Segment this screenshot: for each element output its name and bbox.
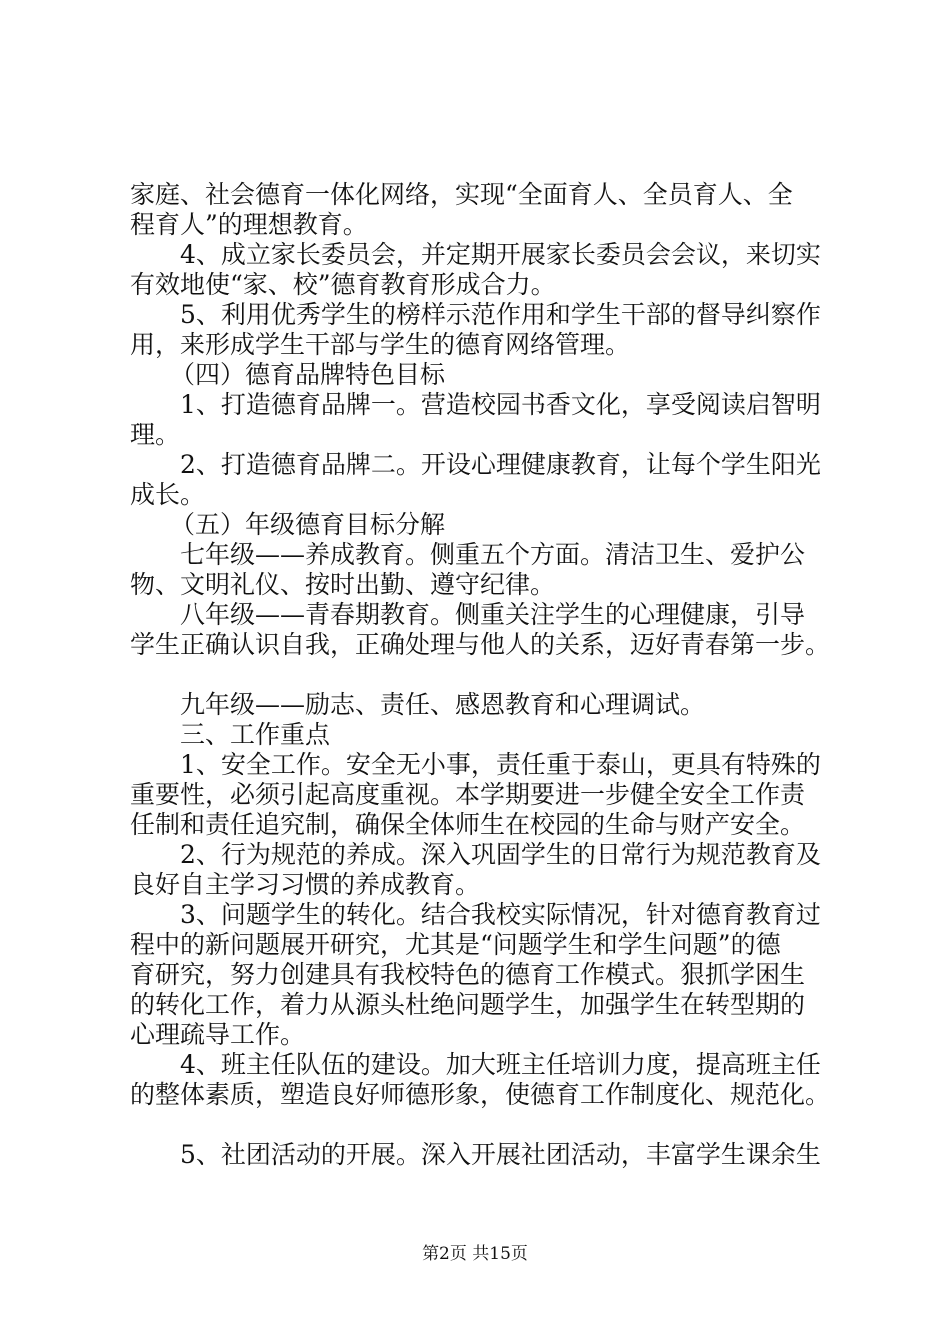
text-line: 成长。 <box>130 480 206 509</box>
text-line: 2、行为规范的养成。深入巩固学生的日常行为规范教育及 <box>180 840 821 869</box>
text-line: 学生正确认识自我，正确处理与他人的关系，迈好青春第一步。 <box>130 630 831 659</box>
text-line: 物、文明礼仪、按时出勤、遵守纪律。 <box>130 570 556 599</box>
text-line: 七年级——养成教育。侧重五个方面。清洁卫生、爱护公 <box>180 540 806 569</box>
text-line: 4、成立家长委员会，并定期开展家长委员会会议，来切实 <box>180 240 821 269</box>
text-line: 4、班主任队伍的建设。加大班主任培训力度，提高班主任 <box>180 1050 821 1079</box>
text-line: 3、问题学生的转化。结合我校实际情况，针对德育教育过 <box>180 900 821 929</box>
page-number-footer: 第2页 共15页 <box>422 1244 528 1264</box>
text-line: 5、利用优秀学生的榜样示范作用和学生干部的督导纠察作 <box>180 300 821 329</box>
text-line: 八年级——青春期教育。侧重关注学生的心理健康，引导 <box>180 600 806 629</box>
text-line: 程育人”的理想教育。 <box>130 210 368 239</box>
text-line: 程中的新问题展开研究，尤其是“问题学生和学生问题”的德 <box>130 930 781 959</box>
text-line: 1、打造德育品牌一。营造校园书香文化，享受阅读启智明 <box>180 390 821 419</box>
section-heading: （五）年级德育目标分解 <box>170 510 446 539</box>
text-line: 的整体素质，塑造良好师德形象，使德育工作制度化、规范化。 <box>130 1080 831 1109</box>
text-line: 2、打造德育品牌二。开设心理健康教育，让每个学生阳光 <box>180 450 821 479</box>
text-line: 理。 <box>130 420 181 449</box>
text-line: 家庭、社会德育一体化网络，实现“全面育人、全员育人、全 <box>130 180 793 209</box>
text-line: 有效地使“家、校”德育教育形成合力。 <box>130 270 556 299</box>
text-line: 1、安全工作。安全无小事，责任重于泰山，更具有特殊的 <box>180 750 821 779</box>
section-heading: 三、工作重点 <box>180 720 331 749</box>
text-line: 育研究，努力创建具有我校特色的德育工作模式。狠抓学困生 <box>130 960 806 989</box>
text-line: 任制和责任追究制，确保全体师生在校园的生命与财产安全。 <box>130 810 806 839</box>
text-line: 心理疏导工作。 <box>130 1020 306 1049</box>
text-line: 九年级——励志、责任、感恩教育和心理调试。 <box>180 690 706 719</box>
text-line: 用，来形成学生干部与学生的德育网络管理。 <box>130 330 631 359</box>
section-heading: （四）德育品牌特色目标 <box>170 360 446 389</box>
text-line: 良好自主学习习惯的养成教育。 <box>130 870 481 899</box>
text-line: 重要性，必须引起高度重视。本学期要进一步健全安全工作责 <box>130 780 806 809</box>
text-line: 的转化工作，着力从源头杜绝问题学生，加强学生在转型期的 <box>130 990 806 1019</box>
text-line: 5、社团活动的开展。深入开展社团活动，丰富学生课余生 <box>180 1140 821 1169</box>
